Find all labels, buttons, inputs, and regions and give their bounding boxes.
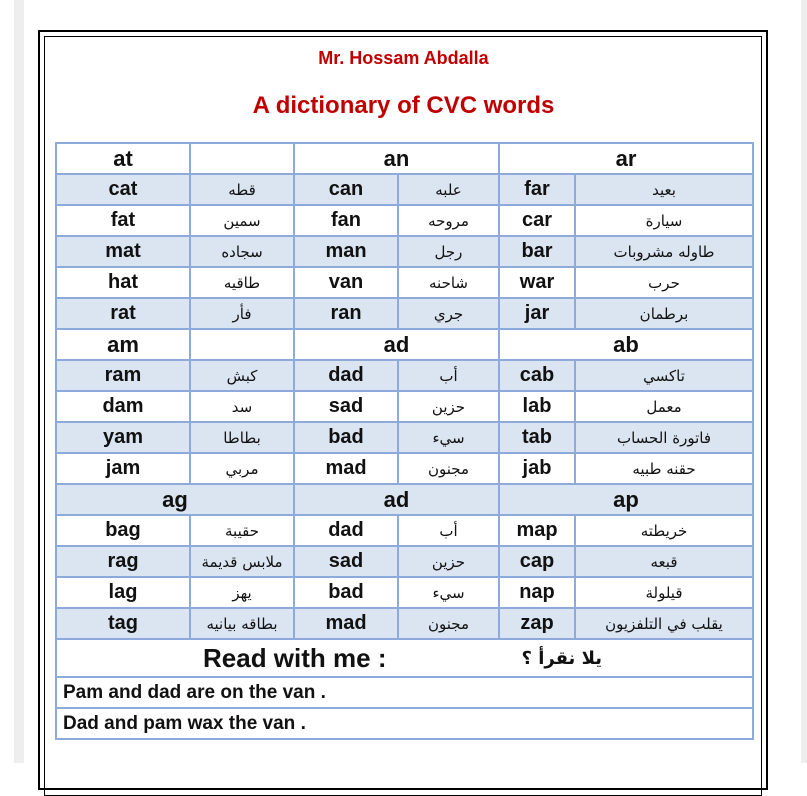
word-row: [56, 577, 753, 608]
arabic-meaning: سجاده: [190, 236, 294, 267]
english-word: zap: [499, 608, 575, 639]
english-word: war: [499, 267, 575, 298]
english-word: bar: [499, 236, 575, 267]
document-title: A dictionary of CVC words: [252, 92, 555, 119]
arabic-meaning: سيء: [398, 422, 499, 453]
english-word: fan: [294, 205, 398, 236]
family-header-blank: [190, 143, 294, 174]
english-word: rat: [56, 298, 190, 329]
english-word: mad: [294, 453, 398, 484]
reading-sentence: Pam and dad are on the van .: [56, 677, 753, 708]
english-word: ran: [294, 298, 398, 329]
family-header: ar: [499, 143, 753, 174]
arabic-meaning: مجنون: [398, 608, 499, 639]
arabic-meaning: مربي: [190, 453, 294, 484]
author-name: Mr. Hossam Abdalla: [318, 48, 489, 68]
word-row: [56, 391, 753, 422]
read-with-me-label-arabic: يلا نقرأ ؟: [521, 647, 603, 669]
english-word: can: [294, 174, 398, 205]
arabic-meaning: بطاطا: [190, 422, 294, 453]
arabic-meaning: مروحه: [398, 205, 499, 236]
arabic-meaning: حزين: [398, 546, 499, 577]
family-header: ag: [56, 484, 294, 515]
english-word: rag: [56, 546, 190, 577]
english-word: mad: [294, 608, 398, 639]
family-header: at: [56, 143, 190, 174]
arabic-meaning: سيء: [398, 577, 499, 608]
english-word: mat: [56, 236, 190, 267]
arabic-meaning: حقيبة: [190, 515, 294, 546]
arabic-meaning: سد: [190, 391, 294, 422]
english-word: map: [499, 515, 575, 546]
arabic-meaning: خريطته: [575, 515, 753, 546]
arabic-meaning: حرب: [575, 267, 753, 298]
family-header: an: [294, 143, 499, 174]
word-row: [56, 360, 753, 391]
english-word: lab: [499, 391, 575, 422]
english-word: nap: [499, 577, 575, 608]
family-header: ad: [294, 329, 499, 360]
arabic-meaning: طاوله مشروبات: [575, 236, 753, 267]
family-header-blank: [190, 329, 294, 360]
word-row: [56, 267, 753, 298]
arabic-meaning: رجل: [398, 236, 499, 267]
read-with-me-label: Read with me :: [203, 642, 387, 673]
english-word: tag: [56, 608, 190, 639]
arabic-meaning: قطه: [190, 174, 294, 205]
reading-sentence: Dad and pam wax the van .: [56, 708, 753, 739]
word-row: [56, 546, 753, 577]
english-word: fat: [56, 205, 190, 236]
arabic-meaning: يقلب في التلفزيون: [575, 608, 753, 639]
english-word: jam: [56, 453, 190, 484]
word-row: [56, 515, 753, 546]
english-word: hat: [56, 267, 190, 298]
english-word: dam: [56, 391, 190, 422]
english-word: bad: [294, 422, 398, 453]
arabic-meaning: سيارة: [575, 205, 753, 236]
sentence-row: [56, 677, 753, 708]
english-word: van: [294, 267, 398, 298]
english-word: sad: [294, 546, 398, 577]
word-row: [56, 422, 753, 453]
arabic-meaning: فأر: [190, 298, 294, 329]
sentence-row: [56, 708, 753, 739]
english-word: far: [499, 174, 575, 205]
english-word: man: [294, 236, 398, 267]
english-word: dad: [294, 515, 398, 546]
arabic-meaning: جري: [398, 298, 499, 329]
arabic-meaning: علبه: [398, 174, 499, 205]
english-word: cab: [499, 360, 575, 391]
arabic-meaning: يهز: [190, 577, 294, 608]
word-row: [56, 608, 753, 639]
english-word: sad: [294, 391, 398, 422]
arabic-meaning: طاقيه: [190, 267, 294, 298]
word-row: [56, 236, 753, 267]
cvc-dictionary-table: [55, 142, 754, 740]
arabic-meaning: مجنون: [398, 453, 499, 484]
english-word: cap: [499, 546, 575, 577]
arabic-meaning: بطاقه بيانيه: [190, 608, 294, 639]
word-row: [56, 205, 753, 236]
arabic-meaning: كبش: [190, 360, 294, 391]
arabic-meaning: قبعه: [575, 546, 753, 577]
arabic-meaning: أب: [398, 515, 499, 546]
arabic-meaning: شاحنه: [398, 267, 499, 298]
arabic-meaning: برطمان: [575, 298, 753, 329]
arabic-meaning: بعيد: [575, 174, 753, 205]
word-row: [56, 174, 753, 205]
english-word: jar: [499, 298, 575, 329]
english-word: dad: [294, 360, 398, 391]
english-word: car: [499, 205, 575, 236]
english-word: yam: [56, 422, 190, 453]
english-word: bad: [294, 577, 398, 608]
word-row: [56, 453, 753, 484]
arabic-meaning: حقنه طبيه: [575, 453, 753, 484]
word-row: [56, 298, 753, 329]
arabic-meaning: معمل: [575, 391, 753, 422]
arabic-meaning: تاكسي: [575, 360, 753, 391]
english-word: cat: [56, 174, 190, 205]
read-with-me-row: [56, 639, 753, 677]
arabic-meaning: قيلولة: [575, 577, 753, 608]
arabic-meaning: حزين: [398, 391, 499, 422]
english-word: jab: [499, 453, 575, 484]
english-word: lag: [56, 577, 190, 608]
english-word: bag: [56, 515, 190, 546]
english-word: ram: [56, 360, 190, 391]
arabic-meaning: فاتورة الحساب: [575, 422, 753, 453]
family-header: am: [56, 329, 190, 360]
family-header: ap: [499, 484, 753, 515]
arabic-meaning: أب: [398, 360, 499, 391]
arabic-meaning: ملابس قديمة: [190, 546, 294, 577]
english-word: tab: [499, 422, 575, 453]
family-header: ad: [294, 484, 499, 515]
family-header: ab: [499, 329, 753, 360]
arabic-meaning: سمين: [190, 205, 294, 236]
